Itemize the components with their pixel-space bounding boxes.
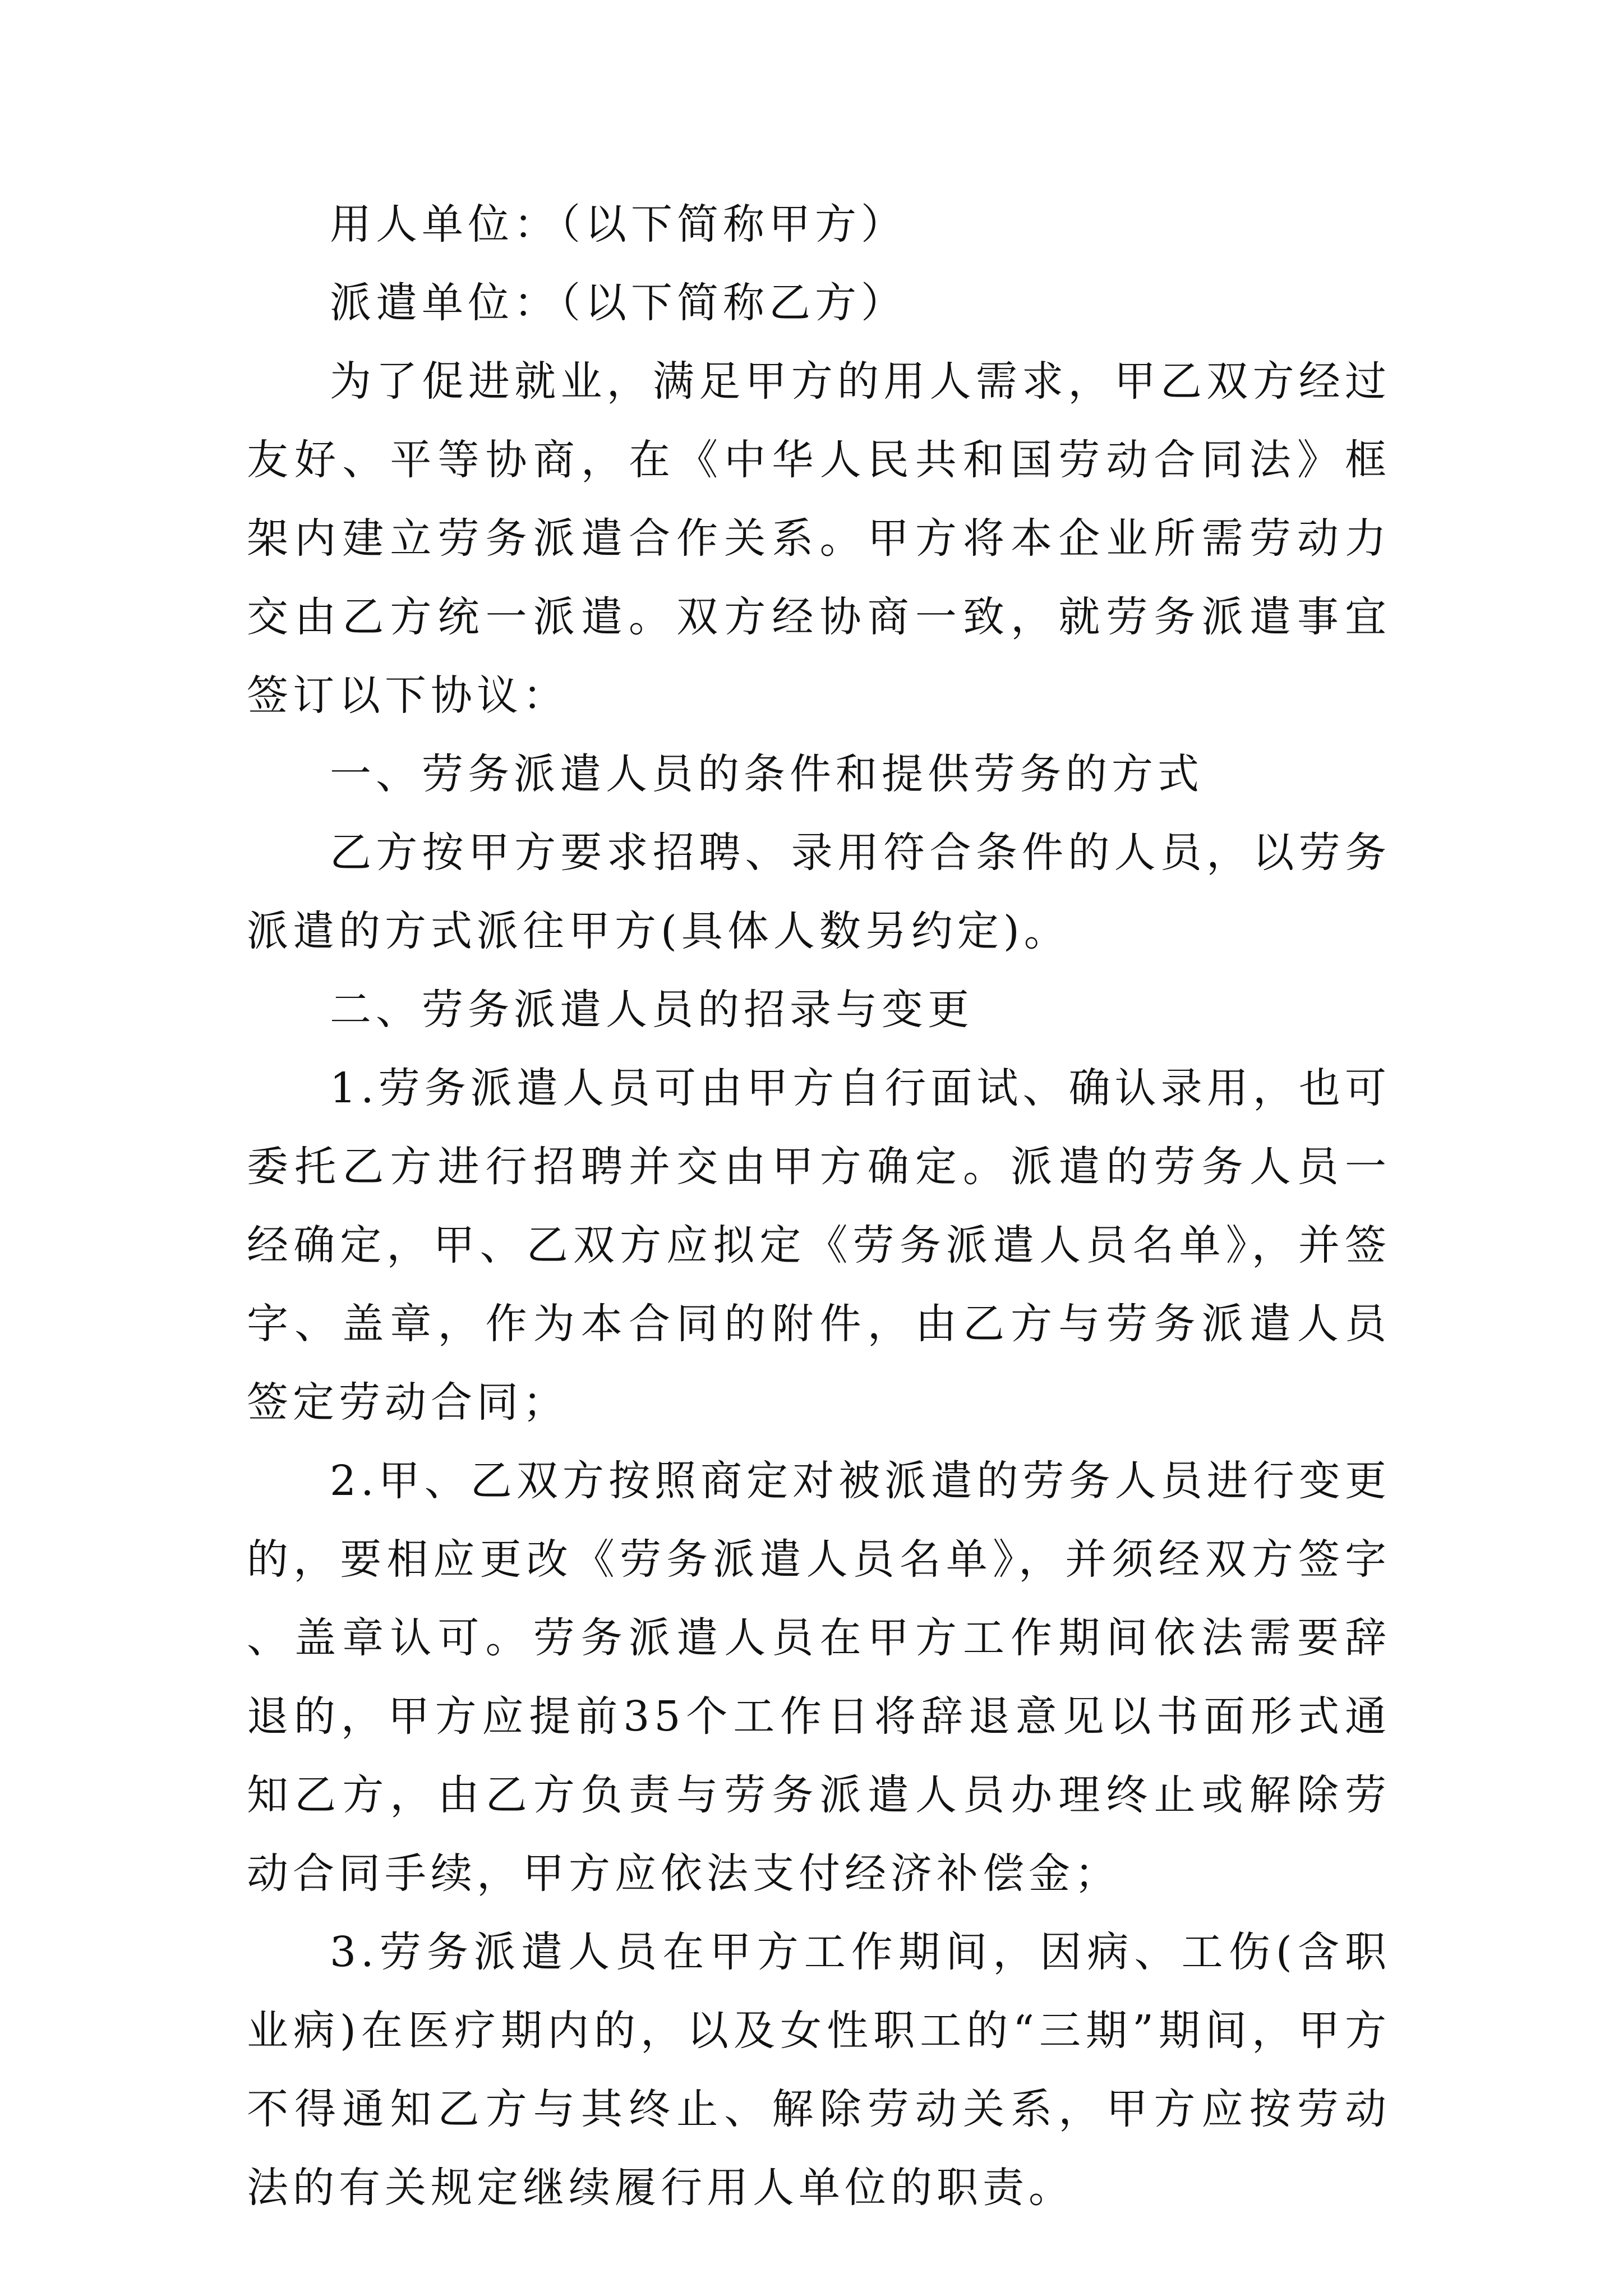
dispatcher-line: 派遣单位：（以下简称乙方） [330, 279, 907, 327]
preamble-paragraph: 为了促进就业，满足甲方的用人需求，甲乙双方经过友好、平等协商，在《中华人民共和国劳动合同法》框架内建立劳务派遣合作关系。甲方将本企业所需劳动力交由乙方统一派遣。双方经协商一致，就劳务派遣事宜签订以下协议： [247, 357, 1391, 720]
section-1-paragraph: 乙方按甲方要求招聘、录用符合条件的人员，以劳务派遣的方式派往甲方(具体人数另约定)。 [247, 829, 1391, 955]
clause-1-paragraph: 1.劳务派遣人员可由甲方自行面试、确认录用，也可委托乙方进行招聘并交由甲方确定。派遣的劳务人员一经确定，甲、乙双方应拟定《劳务派遣人员名单》，并签字、盖章，作为本合同的附件，由乙方与劳务派遣人员签定劳动合同； [247, 1064, 1391, 1427]
document-page [247, 185, 1391, 2227]
clause-3-paragraph: 3.劳务派遣人员在甲方工作期间，因病、工伤(含职业病)在医疗期内的，以及女性职工的“三期”期间，甲方不得通知乙方与其终止、解除劳动关系，甲方应按劳动法的有关规定继续履行用人单位的职责。 [247, 1928, 1391, 2212]
section-heading-2: 二、劳务派遣人员的招录与变更 [330, 986, 974, 1034]
section-heading-1: 一、劳务派遣人员的条件和提供劳务的方式 [330, 750, 1204, 798]
employer-line: 用人单位：（以下简称甲方） [330, 200, 907, 249]
clause-2-paragraph: 2.甲、乙双方按照商定对被派遣的劳务人员进行变更的，要相应更改《劳务派遣人员名单》，并须经双方签字、盖章认可。劳务派遣人员在甲方工作期间依法需要辞退的，甲方应提前35个工作日将辞退意见以书面形式通知乙方，由乙方负责与劳务派遣人员办理终止或解除劳动合同手续，甲方应依法支付经济补偿金； [247, 1457, 1391, 1898]
